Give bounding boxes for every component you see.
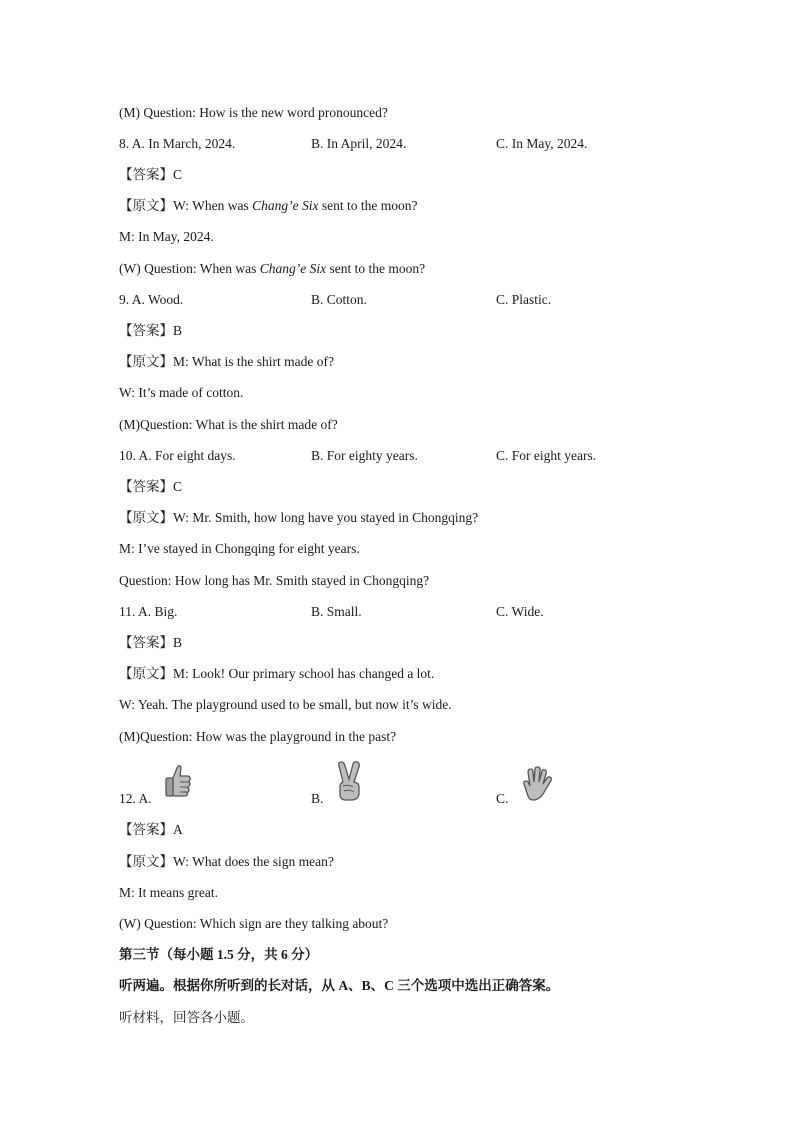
victory-hand-icon [334, 760, 366, 807]
q9-answer: 【答案】B [119, 323, 183, 338]
q8-transcript-post: sent to the moon? [318, 198, 418, 213]
q10-question: Question: How long has Mr. Smith stayed in Chongqing? [119, 573, 430, 588]
section-3-heading: 第三节（每小题 1.5 分，共 6 分） [119, 947, 319, 962]
q11-question: (M)Question: How was the playground in the past? [119, 729, 397, 744]
q8-transcript-pre: 【原文】W: When was [119, 198, 253, 213]
q8-option-a: 8. A. In March, 2024. [119, 136, 236, 151]
section-instruction: 听两遍。根据你所听到的长对话，从 A、B、C 三个选项中选出正确答案。 [119, 978, 560, 993]
q11-reply: W: Yeah. The playground used to be small, but now it’s wide. [119, 697, 452, 712]
q12-transcript: 【原文】W: What does the sign mean? [119, 854, 334, 869]
q10-reply: M: I’ve stayed in Chongqing for eight years. [119, 541, 360, 556]
q11-answer: 【答案】B [119, 635, 183, 650]
q8-question-pre: (W) Question: When was [119, 261, 260, 276]
q10-option-b: B. For eighty years. [311, 448, 418, 463]
q10-transcript: 【原文】W: Mr. Smith, how long have you stayed in Chongqing? [119, 510, 479, 525]
q9-option-a: 9. A. Wood. [119, 292, 184, 307]
thumbs-up-icon [163, 762, 193, 803]
q9-option-b: B. Cotton. [311, 292, 367, 307]
q8-answer: 【答案】C [119, 167, 183, 182]
q11-option-c: C. Wide. [496, 604, 544, 619]
q9-question: (M)Question: What is the shirt made of? [119, 417, 338, 432]
open-hand-icon [518, 766, 554, 807]
q8-transcript [119, 197, 417, 215]
q12-option-c: C. [496, 791, 509, 806]
q8-question [119, 260, 425, 278]
listen-instruction: 听材料，回答各小题。 [119, 1010, 254, 1025]
q9-reply: W: It’s made of cotton. [119, 385, 244, 400]
q8-transcript-italic: Chang’e Six [252, 198, 319, 213]
q8-question-italic: Chang’e Six [259, 261, 327, 276]
q12-option-a: 12. A. [119, 791, 152, 806]
q12-answer: 【答案】A [119, 822, 183, 837]
q10-answer: 【答案】C [119, 479, 183, 494]
q10-option-a: 10. A. For eight days. [119, 448, 236, 463]
q9-transcript: 【原文】M: What is the shirt made of? [119, 354, 334, 369]
q11-option-b: B. Small. [311, 604, 362, 619]
q8-question-post: sent to the moon? [326, 261, 426, 276]
q12-reply: M: It means great. [119, 885, 218, 900]
q8-option-c: C. In May, 2024. [496, 136, 588, 151]
q11-transcript: 【原文】M: Look! Our primary school has changed a lot. [119, 666, 435, 681]
q11-option-a: 11. A. Big. [119, 604, 178, 619]
q12-option-b: B. [311, 791, 324, 806]
q8-option-b: B. In April, 2024. [311, 136, 407, 151]
q8-reply: M: In May, 2024. [119, 229, 214, 244]
q9-option-c: C. Plastic. [496, 292, 552, 307]
q12-question: (W) Question: Which sign are they talking about? [119, 916, 389, 931]
q10-option-c: C. For eight years. [496, 448, 597, 463]
question-line: (M) Question: How is the new word pronounced? [119, 105, 388, 120]
